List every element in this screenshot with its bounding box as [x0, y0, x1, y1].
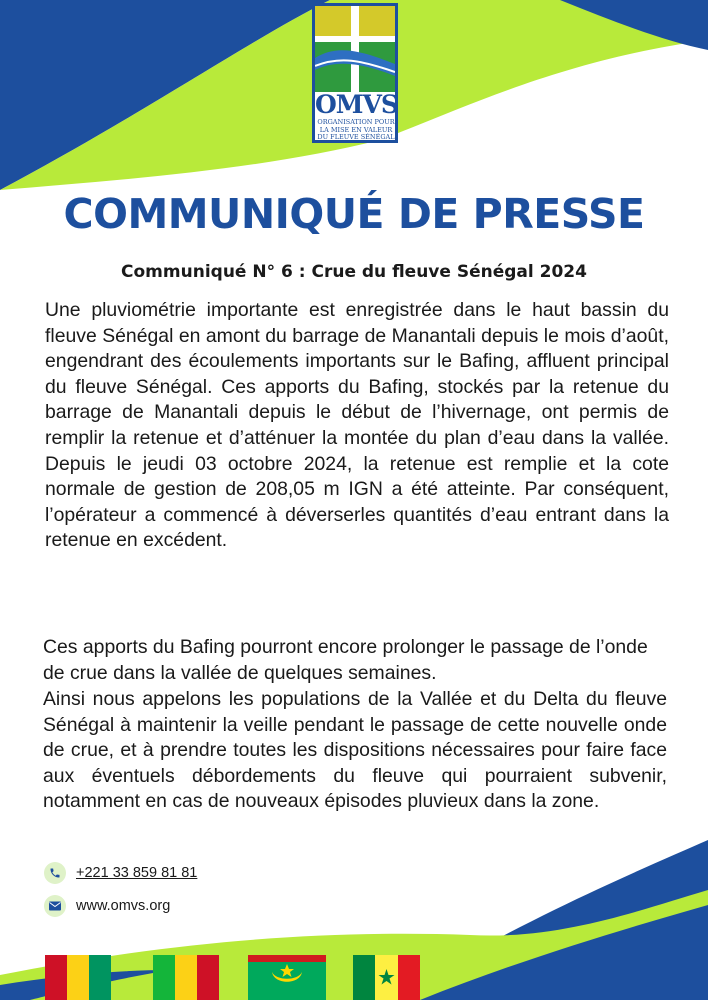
- page-subtitle: Communiqué N° 6 : Crue du fleuve Sénégal 2024: [121, 262, 587, 282]
- flag-mali: [153, 955, 219, 1000]
- email-icon: [44, 895, 66, 917]
- logo-emblem: [315, 6, 395, 92]
- logo-subtitle: ORGANISATION POUR LA MISE EN VALEUR DU FLEUVE SÉNÉGAL: [317, 118, 395, 141]
- flag-senegal: [353, 955, 420, 1000]
- phone-number[interactable]: +221 33 859 81 81: [76, 865, 198, 881]
- contact-phone[interactable]: [44, 862, 197, 884]
- contact-website[interactable]: [44, 895, 170, 917]
- body-paragraph-2: Ces apports du Bafing pourront encore prolonger le passage de l’onde de crue dans la vallée de quelques semaines.: [43, 636, 648, 684]
- website-link[interactable]: www.omvs.org: [76, 898, 171, 914]
- page-title: COMMUNIQUÉ DE PRESSE: [63, 190, 645, 238]
- flag-mauritania: [248, 955, 326, 1000]
- logo-name: OMVS: [315, 90, 398, 119]
- phone-icon: [44, 862, 66, 884]
- body-paragraph-1: Une pluviométrie importante est enregistrée dans le haut bassin du fleuve Sénégal en amont du barrage de Manantali depuis le mois d’août, engendrant des écoulements importants sur le Bafing, affluent principal du fleuve Sénégal. Ces apports du Bafing, stockés par la retenue du barrage de Manantali depuis le début de l’hivernage, ont permis de remplir la retenue et d’atténuer la montée du plan d’eau dans la vallée. Depuis le jeudi 03 octobre 2024, la retenue est remplie et la cote normale de gestion de 208,05 m IGN a été atteinte. Par conséquent, l’opérateur a commencé à déverserles quantités d’eau entrant dans la retenue en excédent.: [45, 299, 669, 552]
- flag-guinea: [45, 955, 111, 1000]
- omvs-logo: [312, 3, 398, 143]
- body-paragraph-3: Ainsi nous appelons les populations de la Vallée et du Delta du fleuve Sénégal à maintenir la veille pendant le passage de cette nouvelle onde de crue, et à prendre toutes les dispositions nécessaires pour faire face aux éventuels débordements du fleuve qui pourraient subvenir, notamment en cas de nouveaux épisodes pluvieux dans la zone.: [43, 688, 667, 813]
